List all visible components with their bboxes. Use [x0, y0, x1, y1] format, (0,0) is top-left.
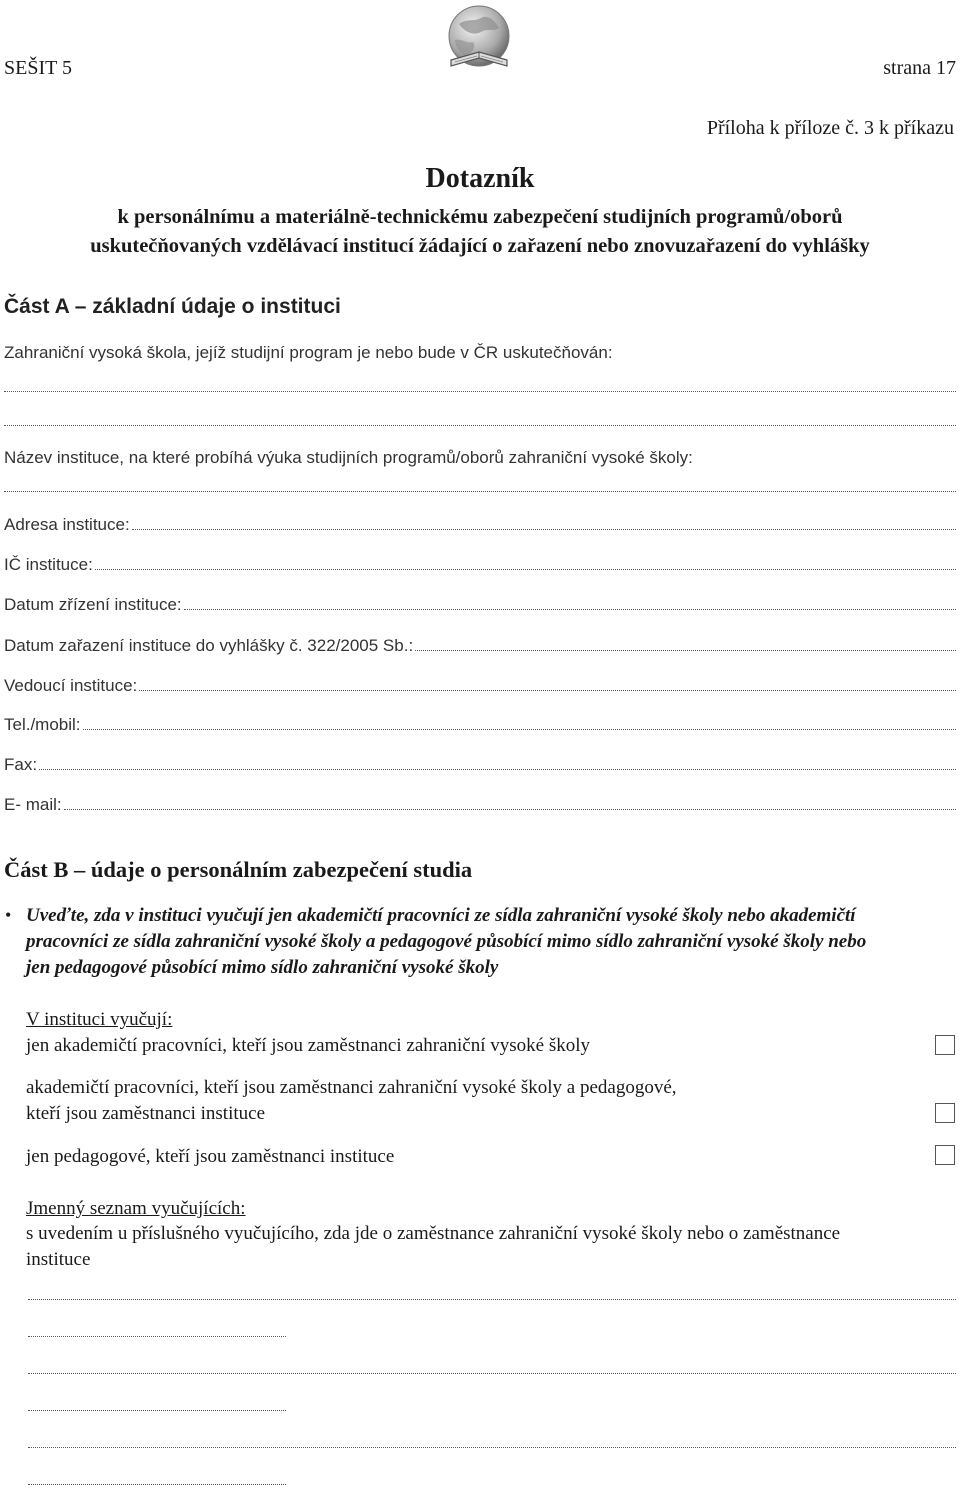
university-input-line-1[interactable] [4, 391, 956, 392]
phone-input[interactable] [83, 729, 956, 730]
fax-input[interactable] [39, 769, 956, 770]
teacher-entry-line[interactable] [28, 1336, 286, 1337]
email-field [4, 795, 956, 815]
inclusion-date-input[interactable] [415, 650, 956, 651]
subtitle-line: uskutečňovaných vzdělávací institucí žádající o zařazení nebo znovuzařazení do vyhlášky [90, 235, 870, 257]
address-field [4, 515, 956, 535]
teacher-entry-line[interactable] [28, 1484, 286, 1485]
teacher-entry-line[interactable] [28, 1299, 956, 1300]
director-field [4, 676, 956, 696]
address-input[interactable] [132, 529, 956, 530]
ico-input[interactable] [95, 569, 956, 570]
instruction-line: jen pedagogové působící mimo sídlo zahraniční vysoké školy [26, 957, 499, 978]
option-label: akademičtí pracovníci, kteří jsou zaměstnanci zahraniční vysoké školy a pedagogové, [26, 1077, 677, 1098]
teacher-entry-line[interactable] [28, 1373, 956, 1374]
institution-name-label: Název instituce, na které probíhá výuka studijních programů/oborů zahraniční vysoké školy: [4, 448, 693, 467]
university-label: Zahraniční vysoká škola, jejíž studijní program je nebo bude v ČR uskutečňován: [4, 343, 613, 362]
page-number: strana 17 [883, 57, 956, 79]
field-label: Tel./mobil: [4, 715, 81, 734]
instruction-line: Uveďte, zda v instituci vyučují jen akademičtí pracovníci ze sídla zahraniční vysoké školy nebo akademičtí [26, 905, 856, 926]
fax-field [4, 755, 956, 775]
ico-field [4, 555, 956, 575]
field-label: E- mail: [4, 795, 62, 814]
option-3-checkbox[interactable] [935, 1145, 955, 1165]
field-label: IČ instituce: [4, 555, 93, 574]
option-label: kteří jsou zaměstnanci instituce [26, 1103, 266, 1124]
globe-book-icon [441, 2, 517, 78]
issue-label: SEŠIT 5 [4, 57, 72, 79]
section-a-heading: Část A – základní údaje o instituci [4, 295, 341, 318]
founding-date-field [4, 595, 956, 615]
bullet-icon: • [5, 905, 12, 925]
option-2-checkbox[interactable] [935, 1103, 955, 1123]
page-title: Dotazník [425, 163, 535, 194]
option-1-checkbox[interactable] [935, 1035, 955, 1055]
option-label: jen pedagogové, kteří jsou zaměstnanci instituce [26, 1146, 395, 1167]
teacher-list-note: instituce [26, 1249, 91, 1270]
field-label: Datum zřízení instituce: [4, 595, 182, 614]
email-input[interactable] [64, 809, 956, 810]
teacher-entry-line[interactable] [28, 1410, 286, 1411]
field-label: Vedoucí instituce: [4, 676, 138, 695]
option-label: jen akademičtí pracovníci, kteří jsou zaměstnanci zahraniční vysoké školy [26, 1035, 590, 1056]
phone-field [4, 715, 956, 735]
instruction-line: pracovníci ze sídla zahraniční vysoké školy a pedagogové působící mimo sídlo zahraniční vysoké školy nebo [26, 931, 867, 952]
field-label: Fax: [4, 755, 38, 774]
founding-date-input[interactable] [184, 609, 956, 610]
teacher-entry-line[interactable] [28, 1447, 956, 1448]
teacher-list-note: s uvedením u příslušného vyučujícího, zda jde o zaměstnance zahraniční vysoké školy nebo o zaměstnance [26, 1223, 841, 1244]
field-label: Datum zařazení instituce do vyhlášky č. 322/2005 Sb.: [4, 636, 414, 655]
appendix-label: Příloha k příloze č. 3 k příkazu [706, 117, 954, 139]
director-input[interactable] [139, 690, 956, 691]
subtitle-line: k personálnímu a materiálně-technickému zabezpečení studijních programů/oborů [117, 206, 843, 228]
university-input-line-2[interactable] [4, 425, 956, 426]
inclusion-date-field [4, 636, 956, 656]
teacher-list-label: Jmenný seznam vyučujících: [26, 1198, 246, 1219]
teaching-label: V instituci vyučují: [26, 1009, 173, 1030]
section-b-heading: Část B – údaje o personálním zabezpečení studia [4, 857, 473, 882]
institution-name-input[interactable] [4, 491, 956, 492]
field-label: Adresa instituce: [4, 515, 130, 534]
